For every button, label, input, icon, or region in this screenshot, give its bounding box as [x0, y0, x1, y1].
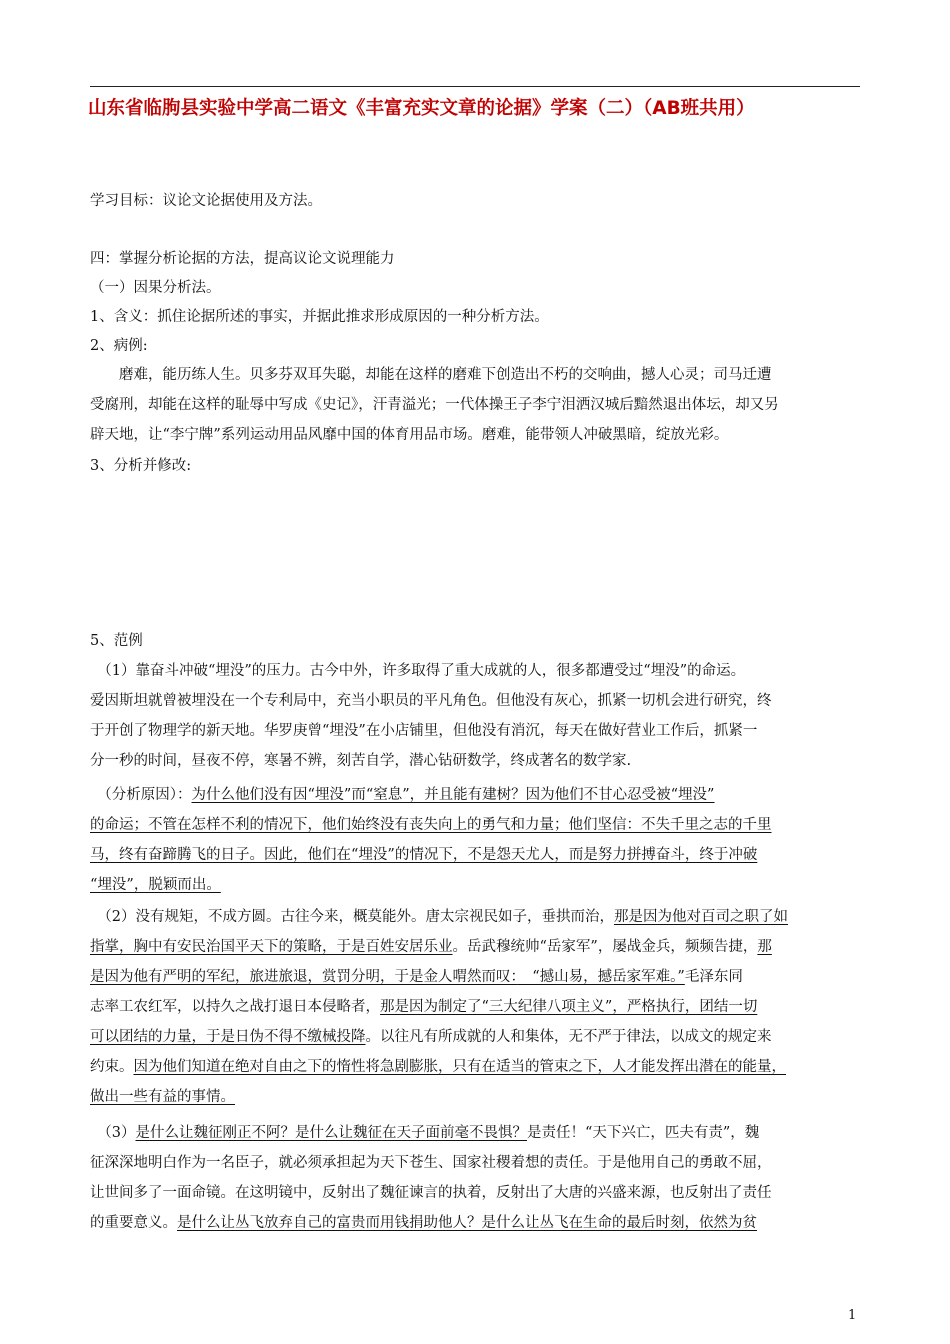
text-line: 爱因斯坦就曾被埋没在一个专利局中，充当小职员的平凡角色。但他没有灰心，抓紧一切机会进行研究，终: [90, 693, 772, 709]
text-line: （1）靠奋斗冲破“埋没”的压力。古今中外，许多取得了重大成就的人，很多都遭受过“埋没”的命运。: [90, 663, 746, 679]
underlined-text: 那: [757, 939, 772, 955]
text-line: 辟天地，让“李宁牌”系列运动用品风靡中国的体育用品市场。磨难，能带领人冲破黑暗，绽放光彩。: [90, 427, 729, 443]
section-four-heading: 四：掌握分析论据的方法，提高议论文说理能力: [90, 251, 395, 267]
underlined-text: 是什么让魏征刚正不阿？是什么让魏征在天子面前毫不畏惧？: [135, 1125, 527, 1141]
cause-analysis-paragraph: [90, 780, 862, 900]
item-model-examples-label: 5、范例: [90, 633, 143, 649]
underlined-line: 马，终有奋蹄腾飞的日子。因此，他们在“埋没”的情况下，不是怨天尤人，而是努力拼搏奋斗，终于冲破: [90, 847, 758, 863]
text-line: [90, 1052, 862, 1082]
underlined-text: 指掌，胸中有安民治国平天下的策略，于是百姓安居乐业: [90, 939, 453, 955]
plain-text: （3）: [90, 1125, 136, 1141]
underlined-quote: “撼山易，撼岳家军难。”: [517, 969, 685, 985]
underlined-text: 为什么他们没有因“埋没”而“窒息”，并且能有建树？因为他们不甘心忍受被“埋没”: [191, 787, 715, 803]
page-number: 1: [848, 1308, 857, 1323]
underlined-text: 是什么让丛飞放弃自己的富贵而用钱捐助他人？是什么让丛飞在生命的最后时刻，依然为贫: [177, 1215, 757, 1231]
plain-text: 毛泽东同: [684, 969, 743, 985]
faulty-example-paragraph: [90, 360, 862, 450]
plain-text: 约束。: [90, 1059, 134, 1075]
underlined-line: 的命运；不管在怎样不利的情况下，他们始终没有丧失向上的勇气和力量；他们坚信：不失千里之志的千里: [90, 817, 772, 833]
text-line: [90, 962, 862, 992]
underlined-text: 那是因为制定了“三大纪律八项主义”，严格执行，团结一切: [380, 999, 758, 1015]
model-example-two: [90, 902, 862, 1112]
text-line: [90, 932, 862, 962]
underlined-line: “埋没”，脱颖而出。: [90, 877, 221, 893]
text-line: 征深深地明白作为一名臣子，就必须承担起为天下苍生、国家社稷着想的责任。于是他用自己的勇敢不屈，: [90, 1155, 772, 1171]
document-title: 山东省临朐县实验中学高二语文《丰富充实文章的论据》学案（二）（AB班共用）: [88, 98, 755, 119]
learning-objective: 学习目标：议论文论据使用及方法。: [90, 193, 322, 209]
analysis-lead: （分析原因）：: [90, 787, 192, 803]
item-definition: 1、含义：抓住论据所述的事实，并据此推求形成原因的一种分析方法。: [90, 309, 549, 325]
model-example-one: [90, 656, 862, 776]
plain-text: （2）没有规矩，不成方圆。古往今来，概莫能外。唐太宗视民如子，垂拱而治，: [90, 909, 614, 925]
item-analyze-revise-label: 3、分析并修改:: [90, 458, 192, 474]
plain-text: 。以往凡有所成就的人和集体，无不严于律法，以成文的规定来: [365, 1029, 772, 1045]
text-line: [90, 780, 862, 810]
text-line: 分一秒的时间，昼夜不停，寒暑不辨，刻苦自学，潜心钻研数学，终成著名的数学家.: [90, 753, 632, 769]
header-rule: [90, 86, 860, 87]
text-line: [90, 1208, 862, 1238]
item-faulty-example-label: 2、病例:: [90, 338, 148, 354]
underlined-text: 因为他们知道在绝对自由之下的惰性将急剧膨胀，只有在适当的管束之下，人才能发挥出潜在的能量，: [133, 1059, 786, 1075]
underlined-line: 做出一些有益的事情。: [90, 1089, 235, 1105]
plain-text: 是责任！“天下兴亡，匹夫有责”，魏: [526, 1125, 760, 1141]
plain-text: 志率工农红军，以持久之战打退日本侵略者，: [90, 999, 380, 1015]
text-line: 让世间多了一面命镜。在这明镜中，反射出了魏征谏言的执着，反射出了大唐的兴盛来源，也反射出了责任: [90, 1185, 772, 1201]
underlined-text: 可以团结的力量，于是日伪不得不缴械投降: [90, 1029, 366, 1045]
text-line: 于开创了物理学的新天地。华罗庚曾“埋没”在小店铺里，但他没有消沉，每天在做好营业工作后，抓紧一: [90, 723, 758, 739]
subsection-one-heading: （一）因果分析法。: [90, 280, 221, 296]
plain-text: 的重要意义。: [90, 1215, 177, 1231]
text-line: 受腐刑，却能在这样的耻辱中写成《史记》，汗青溢光；一代体操王子李宁泪洒汉城后黯然退出体坛，却又另: [90, 397, 779, 413]
text-line: 磨难，能历练人生。贝多芬双耳失聪，却能在这样的磨难下创造出不朽的交响曲，撼人心灵；司马迁遭: [90, 367, 772, 383]
text-line: [90, 902, 862, 932]
plain-text: 。岳武穆统帅“岳家军”，屡战金兵，频频告捷，: [452, 939, 758, 955]
text-line: [90, 1022, 862, 1052]
text-line: [90, 992, 862, 1022]
underlined-text: 那是因为他对百司之职了如: [613, 909, 788, 925]
model-example-three: [90, 1118, 862, 1238]
text-line: [90, 1118, 862, 1148]
underlined-text: 是因为他有严明的军纪，旅进旅退，赏罚分明，于是金人喟然而叹：: [90, 969, 518, 985]
